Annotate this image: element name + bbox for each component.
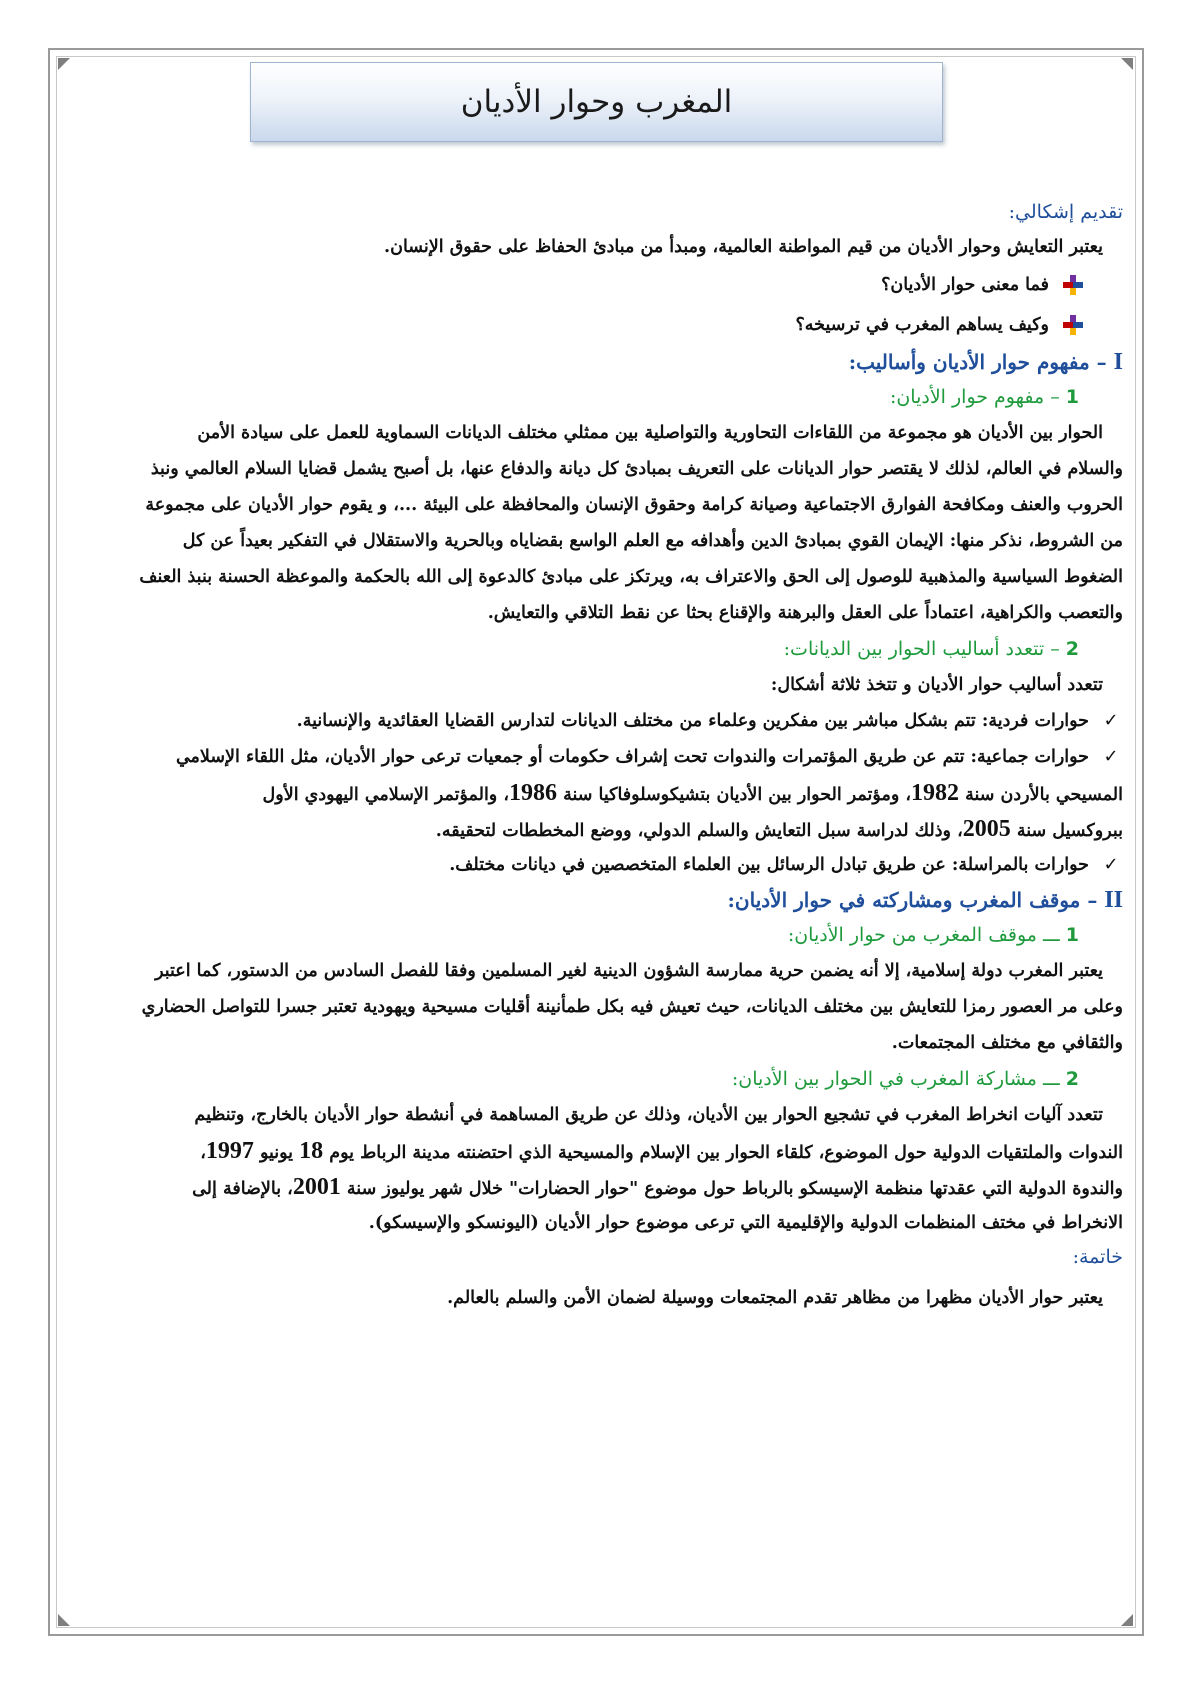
subsection-heading: 2 – تتعدد أساليب الحوار بين الديانات: [783,638,1079,660]
conclusion-heading: خاتمة: [1072,1246,1123,1268]
document-body [70,196,1123,1316]
morocco-participation-paragraph: تتعدد آليات انخراط المغرب في تشجيع الحوار بين الأديان، وذلك عن طريق المساهمة في أنشطة حوار الأديان بالخارج، وتنظيم الندوات والملتقيات الدولية حول الموضوع، كلقاء الحوار بين الإسلام والمسيحية الذي احتضنته مدينة الرباط يوم 18 يونيو 1997، والندوة الدولية التي عقدتها منظمة الإسيسكو بالرباط حول موضوع "حوار الحضارات" خلال شهر يوليوز سنة 2001، بالإضافة إلى الانخراط في مختف المنظمات الدولية والإقليمية التي ترعى موضوع حوار الأديان (اليونسكو والإسيسكو). [192,1105,1123,1233]
question-item: وكيف يساهم المغرب في ترسيخه؟ [70,305,1123,345]
section-heading: I – مفهوم حوار الأديان وأساليب: [848,349,1123,375]
page-title: المغرب وحوار الأديان [250,62,943,142]
checkmark-icon: ✓ [1103,746,1119,767]
corner-ornament [58,1614,70,1626]
methods-intro: تتعدد أساليب حوار الأديان و تتخذ ثلاثة أشكال: [770,675,1103,695]
morocco-position-paragraph: يعتبر المغرب دولة إسلامية، إلا أنه يضمن حرية ممارسة الشؤون الدينية لغير المسلمين وفقا للفصل السادس من الدستور، كما اعتبر وعلى مر العصور رمزا للتعايش بين مختلف الديانات، حيث تعيش فيه بكل طمأنينة أقليات مسيحية ويهودية تعتبر جسرا للتواصل الحضاري والثقافي مع مختلف المجتمعات. [141,961,1123,1053]
intro-text: يعتبر التعايش وحوار الأديان من قيم المواطنة العالمية، ومبدأ من مبادئ الحفاظ على حقوق الإنسان. [384,237,1103,257]
section-heading: II – موقف المغرب ومشاركته في حوار الأديان: [727,887,1123,913]
definition-paragraph: الحوار بين الأديان هو مجموعة من اللقاءات التحاورية والتواصلية بين ممثلي مختلف الديانات السماوية للعمل على سيادة الأمن والسلام في العالم، لذلك لا يقتصر حوار الديانات على التعريف بمبادئ كل ديانة والدفاع عنها، بل أصبح يشمل قضايا السلام العالمي ونبذ الحروب والعنف ومكافحة الفوارق الاجتماعية وصيانة كرامة وحقوق الإنسان والمحافظة على البيئة ...، و يقوم حوار الأديان على مجموعة من الشروط، نذكر منها: الإيمان القوي بمبادئ الدين وأهدافه مع العلم الواسع بقضاياه وبالحرية والاستقلال في التفكير بعيداً عن كل الضغوط السياسية والمذهبية للوصول إلى الحق والاعتراف به، ويرتكز على مبادئ كالدعوة إلى الله بالحكمة والموعظة الحسنة بنبذ العنف والتعصب والكراهية، اعتماداً على العقل والبرهنة والإقناع بحثا عن نقط التلاقي والتعايش. [139,423,1123,623]
checkmark-icon: ✓ [1103,710,1119,731]
subsection-heading: 1 – مفهوم حوار الأديان: [889,386,1079,408]
corner-ornament [1121,58,1133,70]
checkmark-icon: ✓ [1103,854,1119,875]
question-item: فما معنى حوار الأديان؟ [70,265,1123,305]
method-item: ✓ حوارات جماعية: تتم عن طريق المؤتمرات والندوات تحت إشراف حكومات أو جمعيات ترعى حوار الأديان، مثل اللقاء الإسلامي المسيحي بالأردن سنة 1982، ومؤتمر الحوار بين الأديان بتشيكوسلوفاكيا سنة 1986، والمؤتمر الإسلامي اليهودي الأول ببروكسيل سنة 2005، وذلك لدراسة سبل التعايش والسلم الدولي، ووضع المخططات لتحقيقه. [70,739,1123,847]
subsection-heading: 2 ـــ مشاركة المغرب في الحوار بين الأديان: [731,1068,1079,1090]
plus-bullet-icon [1063,315,1083,335]
corner-ornament [58,58,70,70]
method-item: ✓ حوارات بالمراسلة: عن طريق تبادل الرسائل بين العلماء المتخصصين في ديانات مختلف. [70,847,1123,883]
subsection-heading: 1 ـــ موقف المغرب من حوار الأديان: [787,924,1079,946]
corner-ornament [1121,1614,1133,1626]
intro-heading: تقديم إشكالي: [1008,201,1123,223]
plus-bullet-icon [1063,275,1083,295]
conclusion-text: يعتبر حوار الأديان مظهرا من مظاهر تقدم المجتمعات ووسيلة لضمان الأمن والسلم بالعالم. [447,1288,1103,1308]
method-item: ✓ حوارات فردية: تتم بشكل مباشر بين مفكرين وعلماء من مختلف الديانات لتدارس القضايا العقائدية والإنسانية. [70,703,1123,739]
